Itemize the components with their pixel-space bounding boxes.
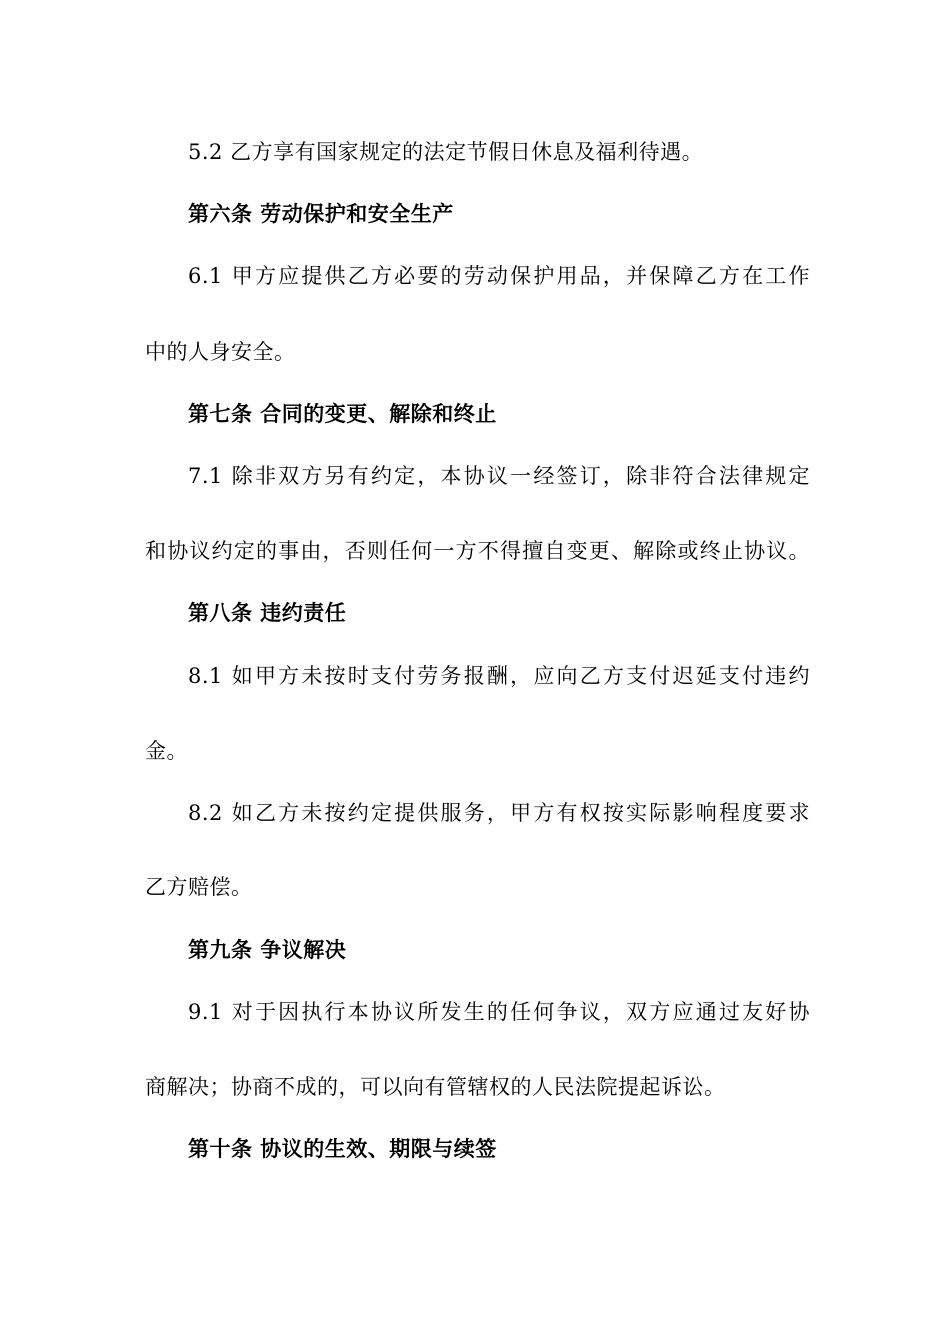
clause-5-2: 5.2 乙方享有国家规定的法定节假日休息及福利待遇。 xyxy=(188,140,704,164)
clause-8-2-line-1: 8.2 如乙方未按约定提供服务，甲方有权按实际影响程度要求 xyxy=(188,801,810,825)
clause-6-1-line-2: 中的人身安全。 xyxy=(145,340,296,364)
article-8-heading: 第八条 违约责任 xyxy=(188,600,347,625)
clause-8-1-line-2: 金。 xyxy=(145,739,188,763)
clause-8-1-line-1: 8.1 如甲方未按时支付劳务报酬，应向乙方支付迟延支付违约 xyxy=(188,664,810,688)
clause-8-2-line-2: 乙方赔偿。 xyxy=(145,875,253,899)
article-6-heading: 第六条 劳动保护和安全生产 xyxy=(188,201,454,226)
clause-7-1-line-2: 和协议约定的事由，否则任何一方不得擅自变更、解除或终止协议。 xyxy=(145,539,810,563)
clause-6-1-line-1: 6.1 甲方应提供乙方必要的劳动保护用品，并保障乙方在工作 xyxy=(188,264,810,288)
article-7-heading: 第七条 合同的变更、解除和终止 xyxy=(188,401,497,426)
article-9-heading: 第九条 争议解决 xyxy=(188,937,347,962)
article-10-heading: 第十条 协议的生效、期限与续签 xyxy=(188,1136,497,1161)
clause-9-1-line-2: 商解决；协商不成的，可以向有管辖权的人民法院提起诉讼。 xyxy=(145,1075,726,1099)
clause-9-1-line-1: 9.1 对于因执行本协议所发生的任何争议，双方应通过友好协 xyxy=(188,1000,810,1024)
clause-7-1-line-1: 7.1 除非双方另有约定，本协议一经签订，除非符合法律规定 xyxy=(188,464,810,488)
